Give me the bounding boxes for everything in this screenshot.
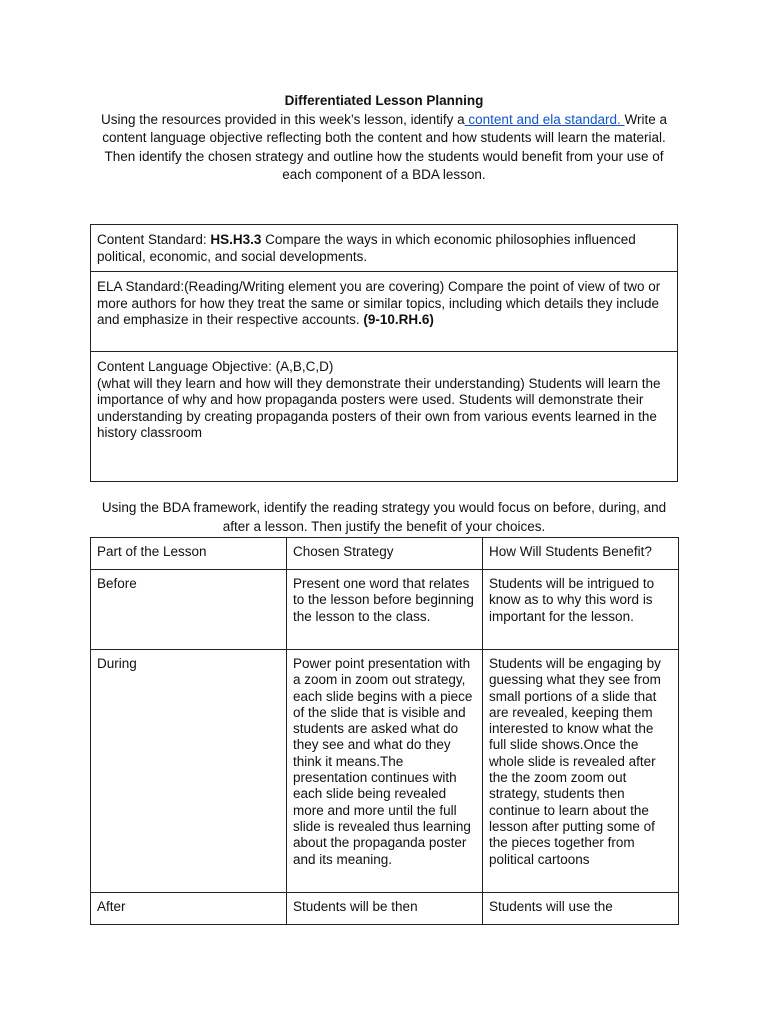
cell-part: Before [91, 570, 287, 650]
ela-standard-box [90, 271, 678, 352]
header-strategy: Chosen Strategy [287, 538, 483, 570]
table-row [91, 893, 679, 925]
instructions-text-start: Using the resources provided in this week’s lesson, identify a [100, 111, 465, 127]
cell-strategy: Power point presentation with a zoom in zoom out strategy, each slide begins with a piece of the slide that is visible and students are asked what do they see and what do they think it means.The presentation continues with each slide being revealed more and more until the full slide is revealed thus learning about the propaganda poster and its meaning. [287, 650, 483, 893]
header-part: Part of the Lesson [91, 538, 287, 570]
bda-table [90, 537, 679, 925]
cell-strategy: Present one word that relates to the lesson before beginning the lesson to the class. [287, 570, 483, 650]
table-row [91, 650, 679, 893]
ela-standard-code: (9-10.RH.6) [363, 312, 434, 327]
table-row [91, 570, 679, 650]
instructions [88, 92, 680, 185]
cell-benefit: Students will use the [483, 893, 679, 925]
table-header-row [91, 538, 679, 570]
cell-benefit: Students will be engaging by guessing what they see from small portions of a slide that are revealed, keeping them interested to know what the full slide shows.Once the whole slide is revealed after the the zoom zoom out strategy, students then continue to learn about the lesson after putting some of the pieces together from political cartoons [483, 650, 679, 893]
objective-box [90, 351, 678, 482]
page-title: Differentiated Lesson Planning [284, 93, 484, 108]
instructions-text-end: Write a content language objective reflecting both the content and how students will learn the material. Then identify the chosen strategy and outline how the students would benefit from your use of each component of a BDA lesson. [102, 111, 668, 182]
bda-instructions: Using the BDA framework, identify the reading strategy you would focus on before, during, and after a lesson. Then justify the benefit of your choices. [101, 500, 667, 534]
ela-standard-text: ELA Standard:(Reading/Writing element you are covering) Compare the point of view of two or more authors for how they treat the same or similar topics, including which details they include and emphasize in their respective accounts. [97, 279, 661, 327]
cell-part: After [91, 893, 287, 925]
header-benefit: How Will Students Benefit? [483, 538, 679, 570]
objective-text: (what will they learn and how will they demonstrate their understanding) Students will learn the importance of why and how propaganda posters were used. Students will demonstrate their understanding by creating propaganda posters of their own from various events learned in the history classroom [97, 375, 661, 440]
content-standard-box [90, 224, 678, 272]
standards-link[interactable]: content and ela standard. [464, 111, 625, 127]
content-standard-label: Content Standard: [97, 232, 211, 247]
objective-label: Content Language Objective: (A,B,C,D) [97, 359, 334, 374]
content-standard-text: Compare the ways in which economic philosophies influenced political, economic, and social developments. [97, 232, 636, 264]
content-standard-code: HS.H3.3 [210, 232, 262, 247]
cell-part: During [91, 650, 287, 893]
cell-strategy: Students will be then [287, 893, 483, 925]
cell-benefit: Students will be intrigued to know as to why this word is important for the lesson. [483, 570, 679, 650]
